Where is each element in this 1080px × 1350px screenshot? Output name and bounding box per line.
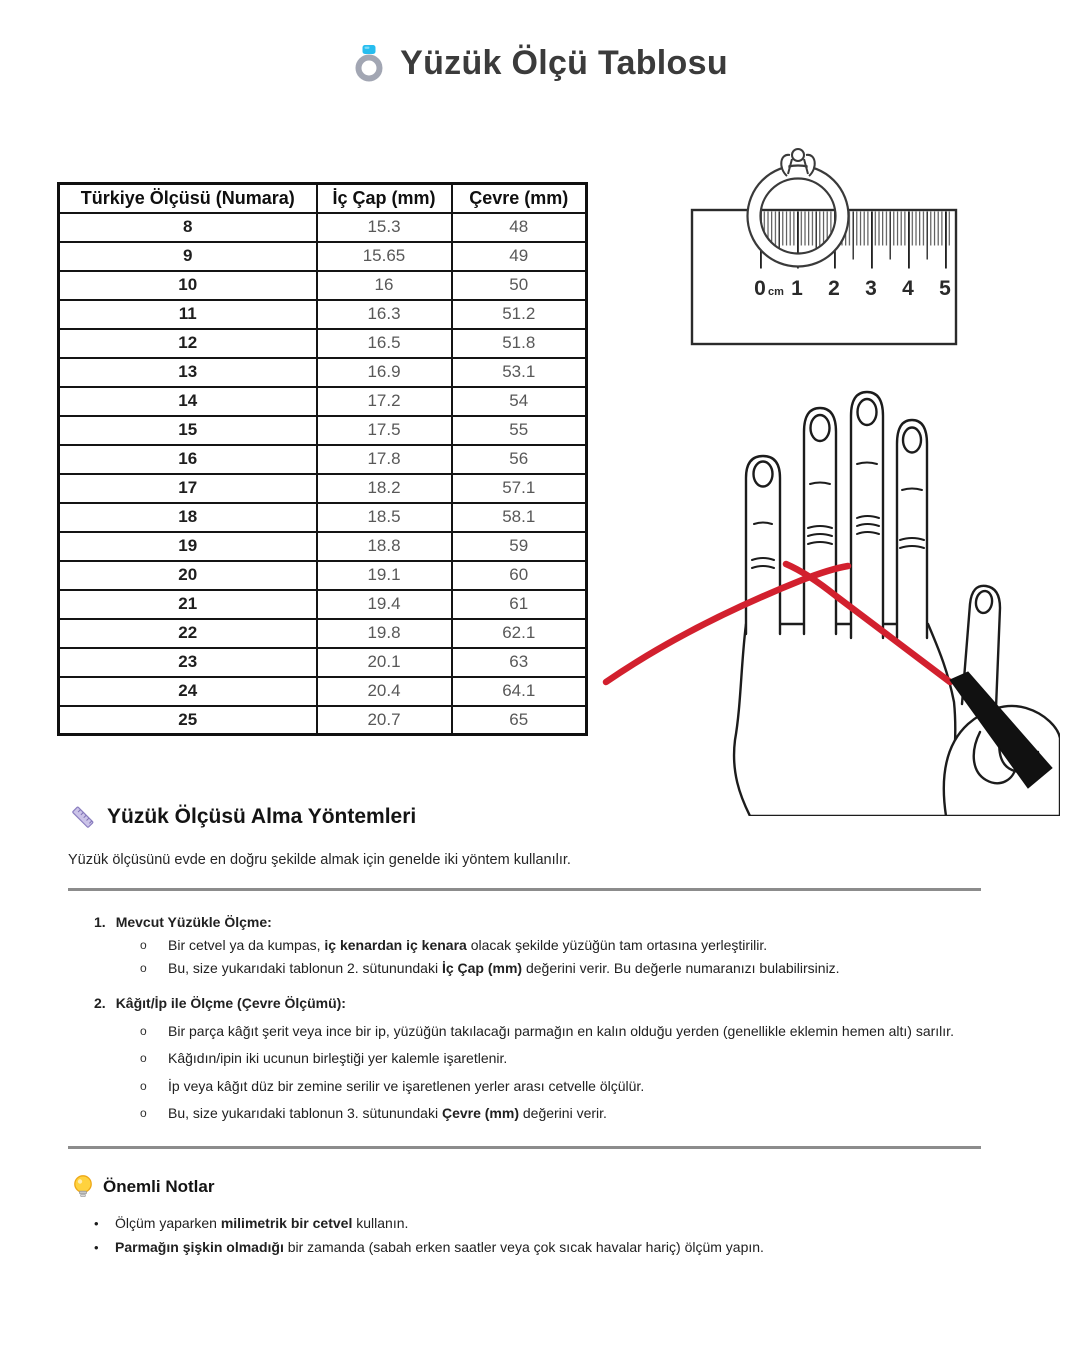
table-row [59, 416, 587, 445]
col-header-diameter: İç Çap (mm) [317, 184, 452, 213]
cell-diameter: 17.2 [317, 387, 452, 416]
table-row [59, 213, 587, 242]
table-header-row [59, 184, 587, 213]
cell-diameter: 18.5 [317, 503, 452, 532]
ruler-label-4: 4 [902, 277, 914, 300]
cell-circumference: 53.1 [452, 358, 587, 387]
table-row [59, 271, 587, 300]
note-item: • Parmağın şişkin olmadığı bir zamanda (sabah erken saatler veya çok sıcak havalar hariç) ölçüm yapın. [94, 1239, 764, 1255]
cell-circumference: 63 [452, 648, 587, 677]
cell-circumference: 58.1 [452, 503, 587, 532]
ruler-label-3: 3 [865, 277, 877, 300]
table-row [59, 677, 587, 706]
cell-size: 23 [59, 648, 317, 677]
table-row [59, 474, 587, 503]
ruler-label-0: 0 [754, 277, 766, 300]
bullet-marker: o [140, 1078, 147, 1093]
table-row [59, 619, 587, 648]
cell-size: 16 [59, 445, 317, 474]
fingernail [903, 428, 921, 453]
bullet-marker: o [140, 1023, 147, 1038]
cell-diameter: 18.2 [317, 474, 452, 503]
bullet-marker: o [140, 1106, 147, 1120]
notes-section-heading [72, 1174, 764, 1200]
table-row [59, 445, 587, 474]
cell-diameter: 20.1 [317, 648, 452, 677]
cell-circumference: 59 [452, 532, 587, 561]
bullet-marker: o [140, 961, 147, 975]
cell-circumference: 49 [452, 242, 587, 271]
bullet-marker: o [140, 938, 147, 952]
table-row [59, 590, 587, 619]
ruler-label-2: 2 [828, 277, 840, 300]
fingernail [858, 399, 877, 425]
item-number: 1. [94, 914, 106, 930]
notes-heading-text: Önemli Notlar [103, 1177, 215, 1196]
cell-size: 17 [59, 474, 317, 503]
divider [68, 1146, 981, 1149]
sub-bullet: o Bu, size yukarıdaki tablonun 2. sütunundaki İç Çap (mm) değerini verir. Bu değerle numaranızı bulabilirsiniz. [140, 960, 840, 976]
methods-intro: Yüzük ölçüsünü evde en doğru şekilde almak için genelde iki yöntem kullanılır. [68, 852, 571, 868]
methods-list [68, 914, 954, 1122]
hand-palm [734, 624, 955, 816]
table-row [59, 706, 587, 735]
cell-diameter: 16 [317, 271, 452, 300]
lightbulb-icon [72, 1174, 94, 1200]
cell-circumference: 50 [452, 271, 587, 300]
cell-size: 11 [59, 300, 317, 329]
col-header-size: Türkiye Ölçüsü (Numara) [59, 184, 317, 213]
cell-size: 19 [59, 532, 317, 561]
finger-3 [851, 392, 883, 638]
cell-circumference: 54 [452, 387, 587, 416]
cell-circumference: 62.1 [452, 619, 587, 648]
cell-circumference: 60 [452, 561, 587, 590]
cell-size: 20 [59, 561, 317, 590]
bullet-marker: • [94, 1240, 99, 1255]
cell-circumference: 65 [452, 706, 587, 735]
ruler-icon [70, 804, 96, 830]
sub-bullet: o Bu, size yukarıdaki tablonun 3. sütunundaki Çevre (mm) değerini verir. [140, 1105, 607, 1121]
cell-diameter: 20.4 [317, 677, 452, 706]
cell-diameter: 17.8 [317, 445, 452, 474]
cell-size: 15 [59, 416, 317, 445]
list-item-2 [94, 995, 954, 1012]
table-body [59, 213, 587, 735]
cell-size: 24 [59, 677, 317, 706]
cell-size: 14 [59, 387, 317, 416]
cell-diameter: 15.3 [317, 213, 452, 242]
sub-bullet: o Bir parça kâğıt şerit veya ince bir ip, yüzüğün takılacağı parmağın en kalın olduğu yerden (genellikle eklemin hemen altı) sarılır. [140, 1022, 954, 1039]
cell-size: 13 [59, 358, 317, 387]
cell-size: 25 [59, 706, 317, 735]
table-row [59, 561, 587, 590]
cell-circumference: 57.1 [452, 474, 587, 503]
fingernail [811, 415, 830, 441]
table-row [59, 329, 587, 358]
cell-diameter: 18.8 [317, 532, 452, 561]
table-row [59, 532, 587, 561]
notes-section [72, 1174, 764, 1256]
cell-size: 22 [59, 619, 317, 648]
list-item-1 [94, 914, 954, 931]
ruler-unit-label: cm [768, 286, 784, 298]
cell-diameter: 15.65 [317, 242, 452, 271]
cell-diameter: 19.8 [317, 619, 452, 648]
cell-diameter: 16.5 [317, 329, 452, 358]
fingernail [754, 462, 773, 487]
cell-diameter: 19.1 [317, 561, 452, 590]
divider [68, 888, 981, 891]
cell-size: 9 [59, 242, 317, 271]
table-row [59, 242, 587, 271]
page-title: Yüzük Ölçü Tablosu [400, 43, 728, 82]
cell-circumference: 64.1 [452, 677, 587, 706]
cell-size: 10 [59, 271, 317, 300]
sub-bullet: o Kâğıdın/ipin iki ucunun birleştiği yer kalemle işaretlenir. [140, 1050, 508, 1066]
ruler-label-1: 1 [791, 277, 803, 300]
table-row [59, 300, 587, 329]
methods-section-heading [70, 804, 416, 830]
cell-diameter: 19.4 [317, 590, 452, 619]
sub-bullet: o Bir cetvel ya da kumpas, iç kenardan iç kenara olacak şekilde yüzüğün tam ortasına yerleştirilir. [140, 937, 768, 953]
bullet-marker: • [94, 1216, 99, 1231]
cell-size: 21 [59, 590, 317, 619]
table-row [59, 387, 587, 416]
note-item: • Ölçüm yaparken milimetrik bir cetvel kullanın. [94, 1215, 409, 1231]
cell-circumference: 56 [452, 445, 587, 474]
sub-bullet: o İp veya kâğıt düz bir zemine serilir ve işaretlenen yerler arası cetvelle ölçülür. [140, 1077, 645, 1094]
table-row [59, 503, 587, 532]
cell-circumference: 48 [452, 213, 587, 242]
ring-icon [352, 42, 386, 84]
cell-diameter: 16.3 [317, 300, 452, 329]
item-number: 2. [94, 995, 106, 1011]
ring-size-table [57, 182, 588, 736]
cell-circumference: 51.8 [452, 329, 587, 358]
notes-list [94, 1215, 764, 1256]
cell-size: 12 [59, 329, 317, 358]
item-title: Kâğıt/İp ile Ölçme (Çevre Ölçümü): [115, 995, 346, 1011]
cell-circumference: 55 [452, 416, 587, 445]
cell-circumference: 51.2 [452, 300, 587, 329]
ruler-label-5: 5 [939, 277, 951, 300]
table-row [59, 358, 587, 387]
cell-diameter: 20.7 [317, 706, 452, 735]
cell-diameter: 17.5 [317, 416, 452, 445]
cell-circumference: 61 [452, 590, 587, 619]
cell-size: 18 [59, 503, 317, 532]
bullet-marker: o [140, 1051, 147, 1065]
ring-on-ruler-figure [688, 140, 960, 348]
item-title: Mevcut Yüzükle Ölçme: [115, 914, 272, 930]
cell-diameter: 16.9 [317, 358, 452, 387]
page-header [0, 42, 1080, 84]
table-row [59, 648, 587, 677]
hand-illustration [600, 372, 1060, 816]
col-header-circumference: Çevre (mm) [452, 184, 587, 213]
cell-size: 8 [59, 213, 317, 242]
methods-heading-text: Yüzük Ölçüsü Alma Yöntemleri [107, 805, 417, 828]
holding-hand [944, 586, 1060, 816]
